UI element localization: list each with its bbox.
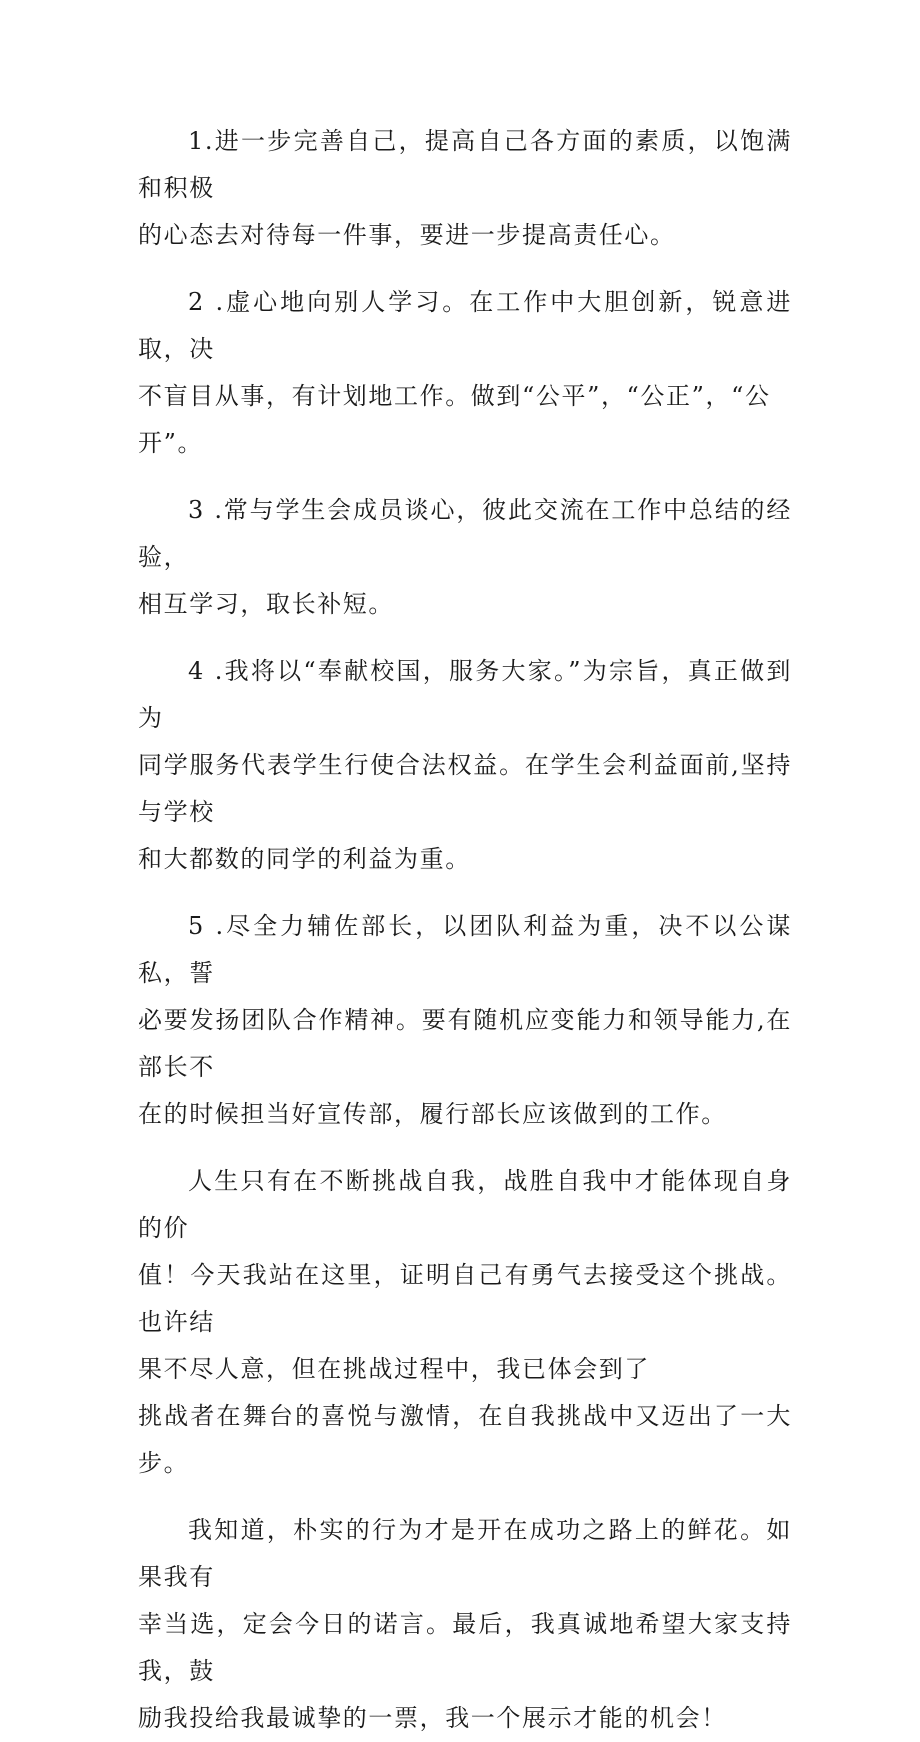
paragraph-line: 果不尽人意，但在挑战过程中，我已体会到了 bbox=[138, 1355, 650, 1383]
paragraph-line: 的心态去对待每一件事，要进一步提高责任心。 bbox=[138, 221, 676, 249]
paragraph-line: 在的时候担当好宣传部，履行部长应该做到的工作。 bbox=[138, 1100, 727, 1128]
paragraph-1 bbox=[138, 118, 792, 259]
paragraph-line: 3 .常与学生会成员谈心，彼此交流在工作中总结的经验， bbox=[138, 496, 792, 571]
paragraph-line: 5 .尽全力辅佐部长，以团队利益为重，决不以公谋私，誓 bbox=[138, 912, 792, 987]
paragraph-line: 不盲目从事，有计划地工作。做到“公平”，“公正”，“公 bbox=[138, 382, 771, 410]
paragraph-line: 开”。 bbox=[138, 429, 204, 457]
paragraph-line: 励我投给我最诚挚的一票，我一个展示才能的机会！ bbox=[138, 1704, 727, 1732]
paragraph-4 bbox=[138, 648, 792, 883]
paragraph-line: 相互学习，取长补短。 bbox=[138, 590, 394, 618]
document-body bbox=[138, 118, 792, 1742]
paragraph-line: 值！今天我站在这里，证明自己有勇气去接受这个挑战。也许结 bbox=[138, 1261, 792, 1336]
paragraph-line: 4 .我将以“奉献校国，服务大家。”为宗旨，真正做到为 bbox=[138, 657, 792, 732]
paragraph-line: 同学服务代表学生行使合法权益。在学生会利益面前,坚持与学校 bbox=[138, 751, 792, 826]
paragraph-line: 挑战者在舞台的喜悦与激情，在自我挑战中又迈出了一大步。 bbox=[138, 1402, 792, 1477]
paragraph-5 bbox=[138, 903, 792, 1138]
paragraph-7 bbox=[138, 1507, 792, 1742]
paragraph-6 bbox=[138, 1158, 792, 1487]
paragraph-line: 人生只有在不断挑战自我，战胜自我中才能体现自身的价 bbox=[138, 1167, 792, 1242]
paragraph-line: 2 .虚心地向别人学习。在工作中大胆创新，锐意进取，决 bbox=[138, 288, 792, 363]
paragraph-line: 和大都数的同学的利益为重。 bbox=[138, 845, 471, 873]
paragraph-line: 我知道，朴实的行为才是开在成功之路上的鲜花。如果我有 bbox=[138, 1516, 792, 1591]
paragraph-2 bbox=[138, 279, 792, 467]
paragraph-line: 1.进一步完善自己，提高自己各方面的素质，以饱满和积极 bbox=[138, 127, 792, 202]
paragraph-3 bbox=[138, 487, 792, 628]
paragraph-line: 幸当选，定会今日的诺言。最后，我真诚地希望大家支持我，鼓 bbox=[138, 1610, 792, 1685]
paragraph-line: 必要发扬团队合作精神。要有随机应变能力和领导能力,在部长不 bbox=[138, 1006, 792, 1081]
